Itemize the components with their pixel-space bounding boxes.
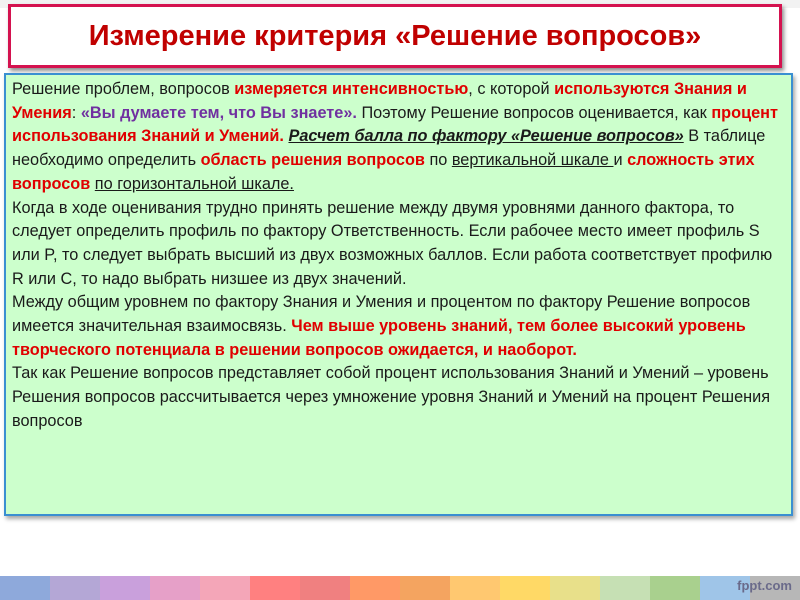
emphasis-bold-italic: Расчет балла по фактору «Решение вопросов»	[288, 127, 684, 146]
underlined-text: по горизонтальной шкале.	[94, 174, 294, 193]
text-run: и	[613, 151, 628, 170]
highlight-red: Чем выше уровень знаний, тем более высокий уровень творческого потенциала в решении вопросов ожидается, и наоборот.	[12, 317, 746, 359]
color-band-segment	[0, 576, 50, 600]
highlight-purple: «Вы думаете тем, что Вы знаете».	[80, 103, 357, 122]
color-band-segment	[350, 576, 400, 600]
highlight-red: область решения вопросов	[200, 151, 425, 170]
color-band-segment	[100, 576, 150, 600]
color-band-segment	[550, 576, 600, 600]
highlight-red: измеряется интенсивностью	[234, 80, 469, 98]
text-run: по	[424, 151, 452, 170]
color-band-segment	[300, 576, 350, 600]
paragraph-1	[12, 78, 785, 197]
text-run: , с которой	[468, 80, 555, 98]
highlight-red: сложность этих вопросов	[12, 151, 755, 193]
brand-watermark: fppt.com	[737, 578, 792, 593]
color-band-segment	[250, 576, 300, 600]
color-band-segment	[500, 576, 550, 600]
color-band-segment	[450, 576, 500, 600]
paragraph-4: Так как Решение вопросов представляет собой процент использования Знаний и Умений – уровень Решения вопросов рассчитывается через умножение уровня Знаний и Умений на процент Решения вопросов	[12, 364, 771, 430]
underlined-text: вертикальной шкале	[451, 151, 614, 170]
text-run: Поэтому Решение вопросов оценивается, как	[356, 103, 712, 122]
title-box	[8, 4, 782, 68]
highlight-red: процент использования Знаний и Умений.	[12, 103, 778, 146]
paragraph-2: Когда в ходе оценивания трудно принять решение между двумя уровнями данного фактора, то следует определить профиль по фактору Ответственность. Если рабочее место имеет профиль S или P, то следует выбрать высший из двух возможных баллов. Если работа соответствует профилю R или C, то надо выбрать низшее из двух значений.	[12, 198, 773, 288]
color-band-segment	[200, 576, 250, 600]
text-run: Между общим уровнем по фактору Знания и Умения и процентом по фактору Решение вопросов имеется значительная взаимосвязь.	[12, 293, 751, 336]
text-run: В таблице необходимо определить	[12, 127, 766, 170]
slide-title: Измерение критерия «Решение вопросов»	[88, 19, 702, 52]
color-band-segment	[600, 576, 650, 600]
text-run: Решение проблем, вопросов	[12, 80, 235, 98]
color-band-segment	[150, 576, 200, 600]
color-band-segment	[50, 576, 100, 600]
highlight-red: используются Знания и Умения	[12, 80, 747, 122]
color-band-segment	[400, 576, 450, 600]
color-band	[0, 576, 800, 600]
paragraph-3	[12, 291, 785, 362]
text-run: :	[71, 103, 81, 122]
color-band-segment	[650, 576, 700, 600]
content-box	[4, 73, 793, 516]
